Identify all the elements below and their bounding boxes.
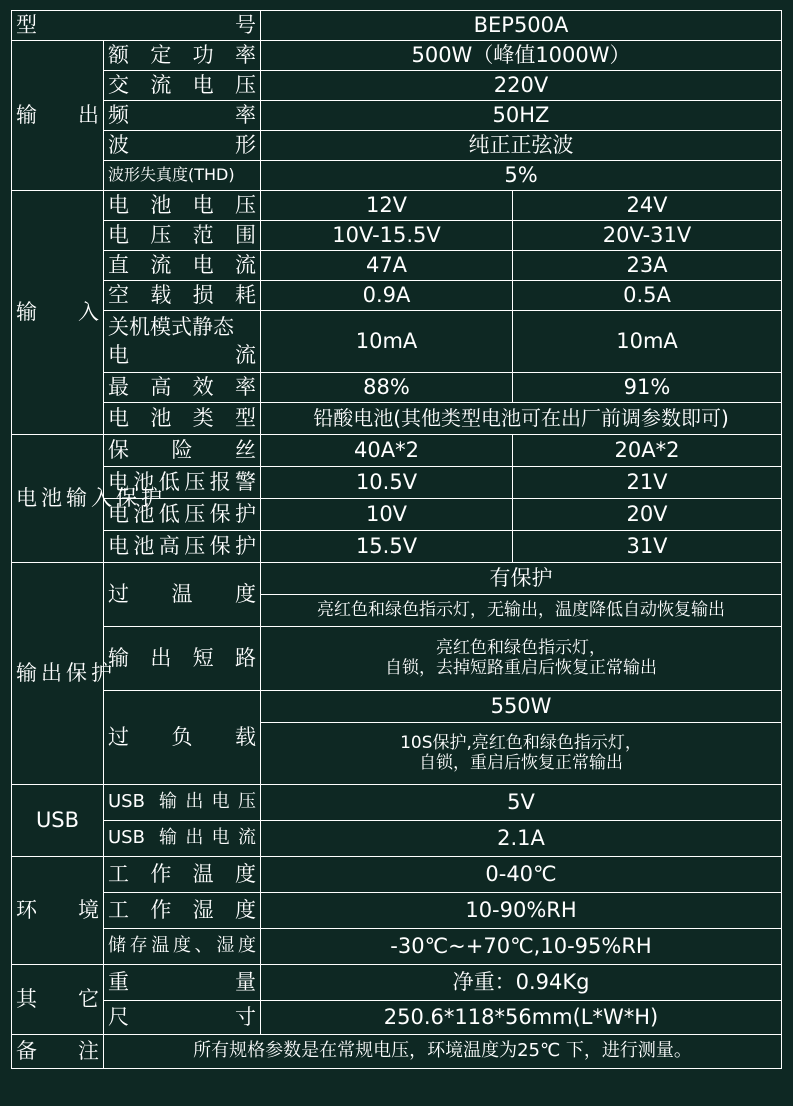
- usb-current-value: 2.1A: [261, 821, 782, 857]
- row-rated-power: [12, 41, 782, 71]
- fuse-label: 保险丝: [104, 435, 261, 467]
- size-value: 250.6*118*56mm(L*W*H): [261, 1001, 782, 1035]
- high-voltage-protect-12v: 15.5V: [261, 531, 513, 563]
- usb-voltage-label: USB 输出电压: [104, 785, 261, 821]
- battery-voltage-24v: 24V: [513, 191, 782, 221]
- row-standby-current: [12, 311, 782, 373]
- high-voltage-protect-24v: 31V: [513, 531, 782, 563]
- voltage-range-12v: 10V-15.5V: [261, 221, 513, 251]
- group-output-protection: 输出保护: [12, 563, 104, 785]
- standby-current-12v: 10mA: [261, 311, 513, 373]
- remark-value: 所有规格参数是在常规电压，环境温度为25℃ 下，进行测量。: [104, 1035, 782, 1069]
- row-voltage-range: [12, 221, 782, 251]
- thd-value: 5%: [261, 161, 782, 191]
- row-fuse: [12, 435, 782, 467]
- overload-line2: 自锁，重启后恢复正常输出: [419, 752, 623, 773]
- short-circuit-line2: 自锁，去掉短路重启后恢复正常输出: [385, 657, 657, 678]
- group-output: 输出: [12, 41, 104, 191]
- short-circuit-line1: 亮红色和绿色指示灯，: [436, 637, 606, 658]
- rated-power-value: 500W（峰值1000W）: [261, 41, 782, 71]
- op-humidity-value: 10-90%RH: [261, 893, 782, 929]
- short-circuit-value: [261, 627, 782, 691]
- low-voltage-alarm-24v: 21V: [513, 467, 782, 499]
- ac-voltage-label: 交流电压: [104, 71, 261, 101]
- row-model: [12, 11, 782, 41]
- battery-voltage-12v: 12V: [261, 191, 513, 221]
- low-voltage-alarm-12v: 10.5V: [261, 467, 513, 499]
- op-temp-value: 0-40℃: [261, 857, 782, 893]
- row-thd: [12, 161, 782, 191]
- battery-type-label: 电池类型: [104, 403, 261, 435]
- low-voltage-protect-24v: 20V: [513, 499, 782, 531]
- low-voltage-protect-12v: 10V: [261, 499, 513, 531]
- row-max-efficiency: [12, 373, 782, 403]
- row-op-temp: [12, 857, 782, 893]
- fuse-12v: 40A*2: [261, 435, 513, 467]
- usb-current-label: USB 输出电流: [104, 821, 261, 857]
- low-voltage-alarm-label: 电池低压报警: [104, 467, 261, 499]
- low-voltage-protect-label: 电池低压保护: [104, 499, 261, 531]
- standby-current-24v: 10mA: [513, 311, 782, 373]
- usb-voltage-value: 5V: [261, 785, 782, 821]
- model-value: BEP500A: [261, 11, 782, 41]
- max-efficiency-24v: 91%: [513, 373, 782, 403]
- row-op-humidity: [12, 893, 782, 929]
- spec-table: [11, 10, 782, 1069]
- waveform-value: 纯正正弦波: [261, 131, 782, 161]
- row-storage: [12, 929, 782, 965]
- row-over-temp-1: [12, 563, 782, 595]
- over-temp-value2: 亮红色和绿色指示灯，无输出，温度降低自动恢复输出: [261, 595, 782, 627]
- weight-value: 净重：0.94Kg: [261, 965, 782, 1001]
- weight-label: 重量: [104, 965, 261, 1001]
- group-input: 输入: [12, 191, 104, 435]
- row-size: [12, 1001, 782, 1035]
- model-label: 型号: [12, 11, 261, 41]
- row-low-voltage-protect: [12, 499, 782, 531]
- ac-voltage-value: 220V: [261, 71, 782, 101]
- max-efficiency-label: 最高效率: [104, 373, 261, 403]
- row-usb-current: [12, 821, 782, 857]
- group-battery-protection: 电池输入保护: [12, 435, 104, 563]
- rated-power-label: 额定功率: [104, 41, 261, 71]
- row-battery-voltage: [12, 191, 782, 221]
- over-temp-label: 过温度: [104, 563, 261, 627]
- op-temp-label: 工作温度: [104, 857, 261, 893]
- waveform-label: 波形: [104, 131, 261, 161]
- group-usb: USB: [12, 785, 104, 857]
- row-overload-1: [12, 691, 782, 723]
- dc-current-24v: 23A: [513, 251, 782, 281]
- standby-current-label-line2: 电流: [108, 342, 256, 367]
- battery-type-value: 铅酸电池(其他类型电池可在出厂前调参数即可): [261, 403, 782, 435]
- short-circuit-label: 输出短路: [104, 627, 261, 691]
- row-frequency: [12, 101, 782, 131]
- overload-value1: 550W: [261, 691, 782, 723]
- voltage-range-label: 电压范围: [104, 221, 261, 251]
- row-no-load-loss: [12, 281, 782, 311]
- row-usb-voltage: [12, 785, 782, 821]
- row-remark: [12, 1035, 782, 1069]
- dc-current-label: 直流电流: [104, 251, 261, 281]
- frequency-label: 频率: [104, 101, 261, 131]
- battery-voltage-label: 电池电压: [104, 191, 261, 221]
- fuse-24v: 20A*2: [513, 435, 782, 467]
- voltage-range-24v: 20V-31V: [513, 221, 782, 251]
- standby-current-label-line1: 关机模式静态: [108, 315, 234, 340]
- storage-value: -30℃~+70℃,10-95%RH: [261, 929, 782, 965]
- row-battery-type: [12, 403, 782, 435]
- row-high-voltage-protect: [12, 531, 782, 563]
- no-load-loss-24v: 0.5A: [513, 281, 782, 311]
- frequency-value: 50HZ: [261, 101, 782, 131]
- thd-label: 波形失真度(THD): [104, 161, 261, 191]
- overload-line1: 10S保护,亮红色和绿色指示灯，: [400, 732, 642, 753]
- op-humidity-label: 工作湿度: [104, 893, 261, 929]
- no-load-loss-label: 空载损耗: [104, 281, 261, 311]
- row-low-voltage-alarm: [12, 467, 782, 499]
- group-other: 其它: [12, 965, 104, 1035]
- overload-label: 过负载: [104, 691, 261, 785]
- dc-current-12v: 47A: [261, 251, 513, 281]
- row-dc-current: [12, 251, 782, 281]
- high-voltage-protect-label: 电池高压保护: [104, 531, 261, 563]
- row-waveform: [12, 131, 782, 161]
- storage-label: 储存温度、湿度: [104, 929, 261, 965]
- group-environment: 环境: [12, 857, 104, 965]
- size-label: 尺寸: [104, 1001, 261, 1035]
- row-weight: [12, 965, 782, 1001]
- row-short-circuit: [12, 627, 782, 691]
- no-load-loss-12v: 0.9A: [261, 281, 513, 311]
- standby-current-label: [104, 311, 261, 373]
- row-ac-voltage: [12, 71, 782, 101]
- max-efficiency-12v: 88%: [261, 373, 513, 403]
- over-temp-value1: 有保护: [261, 563, 782, 595]
- remark-label: 备注: [12, 1035, 104, 1069]
- overload-value2: [261, 723, 782, 785]
